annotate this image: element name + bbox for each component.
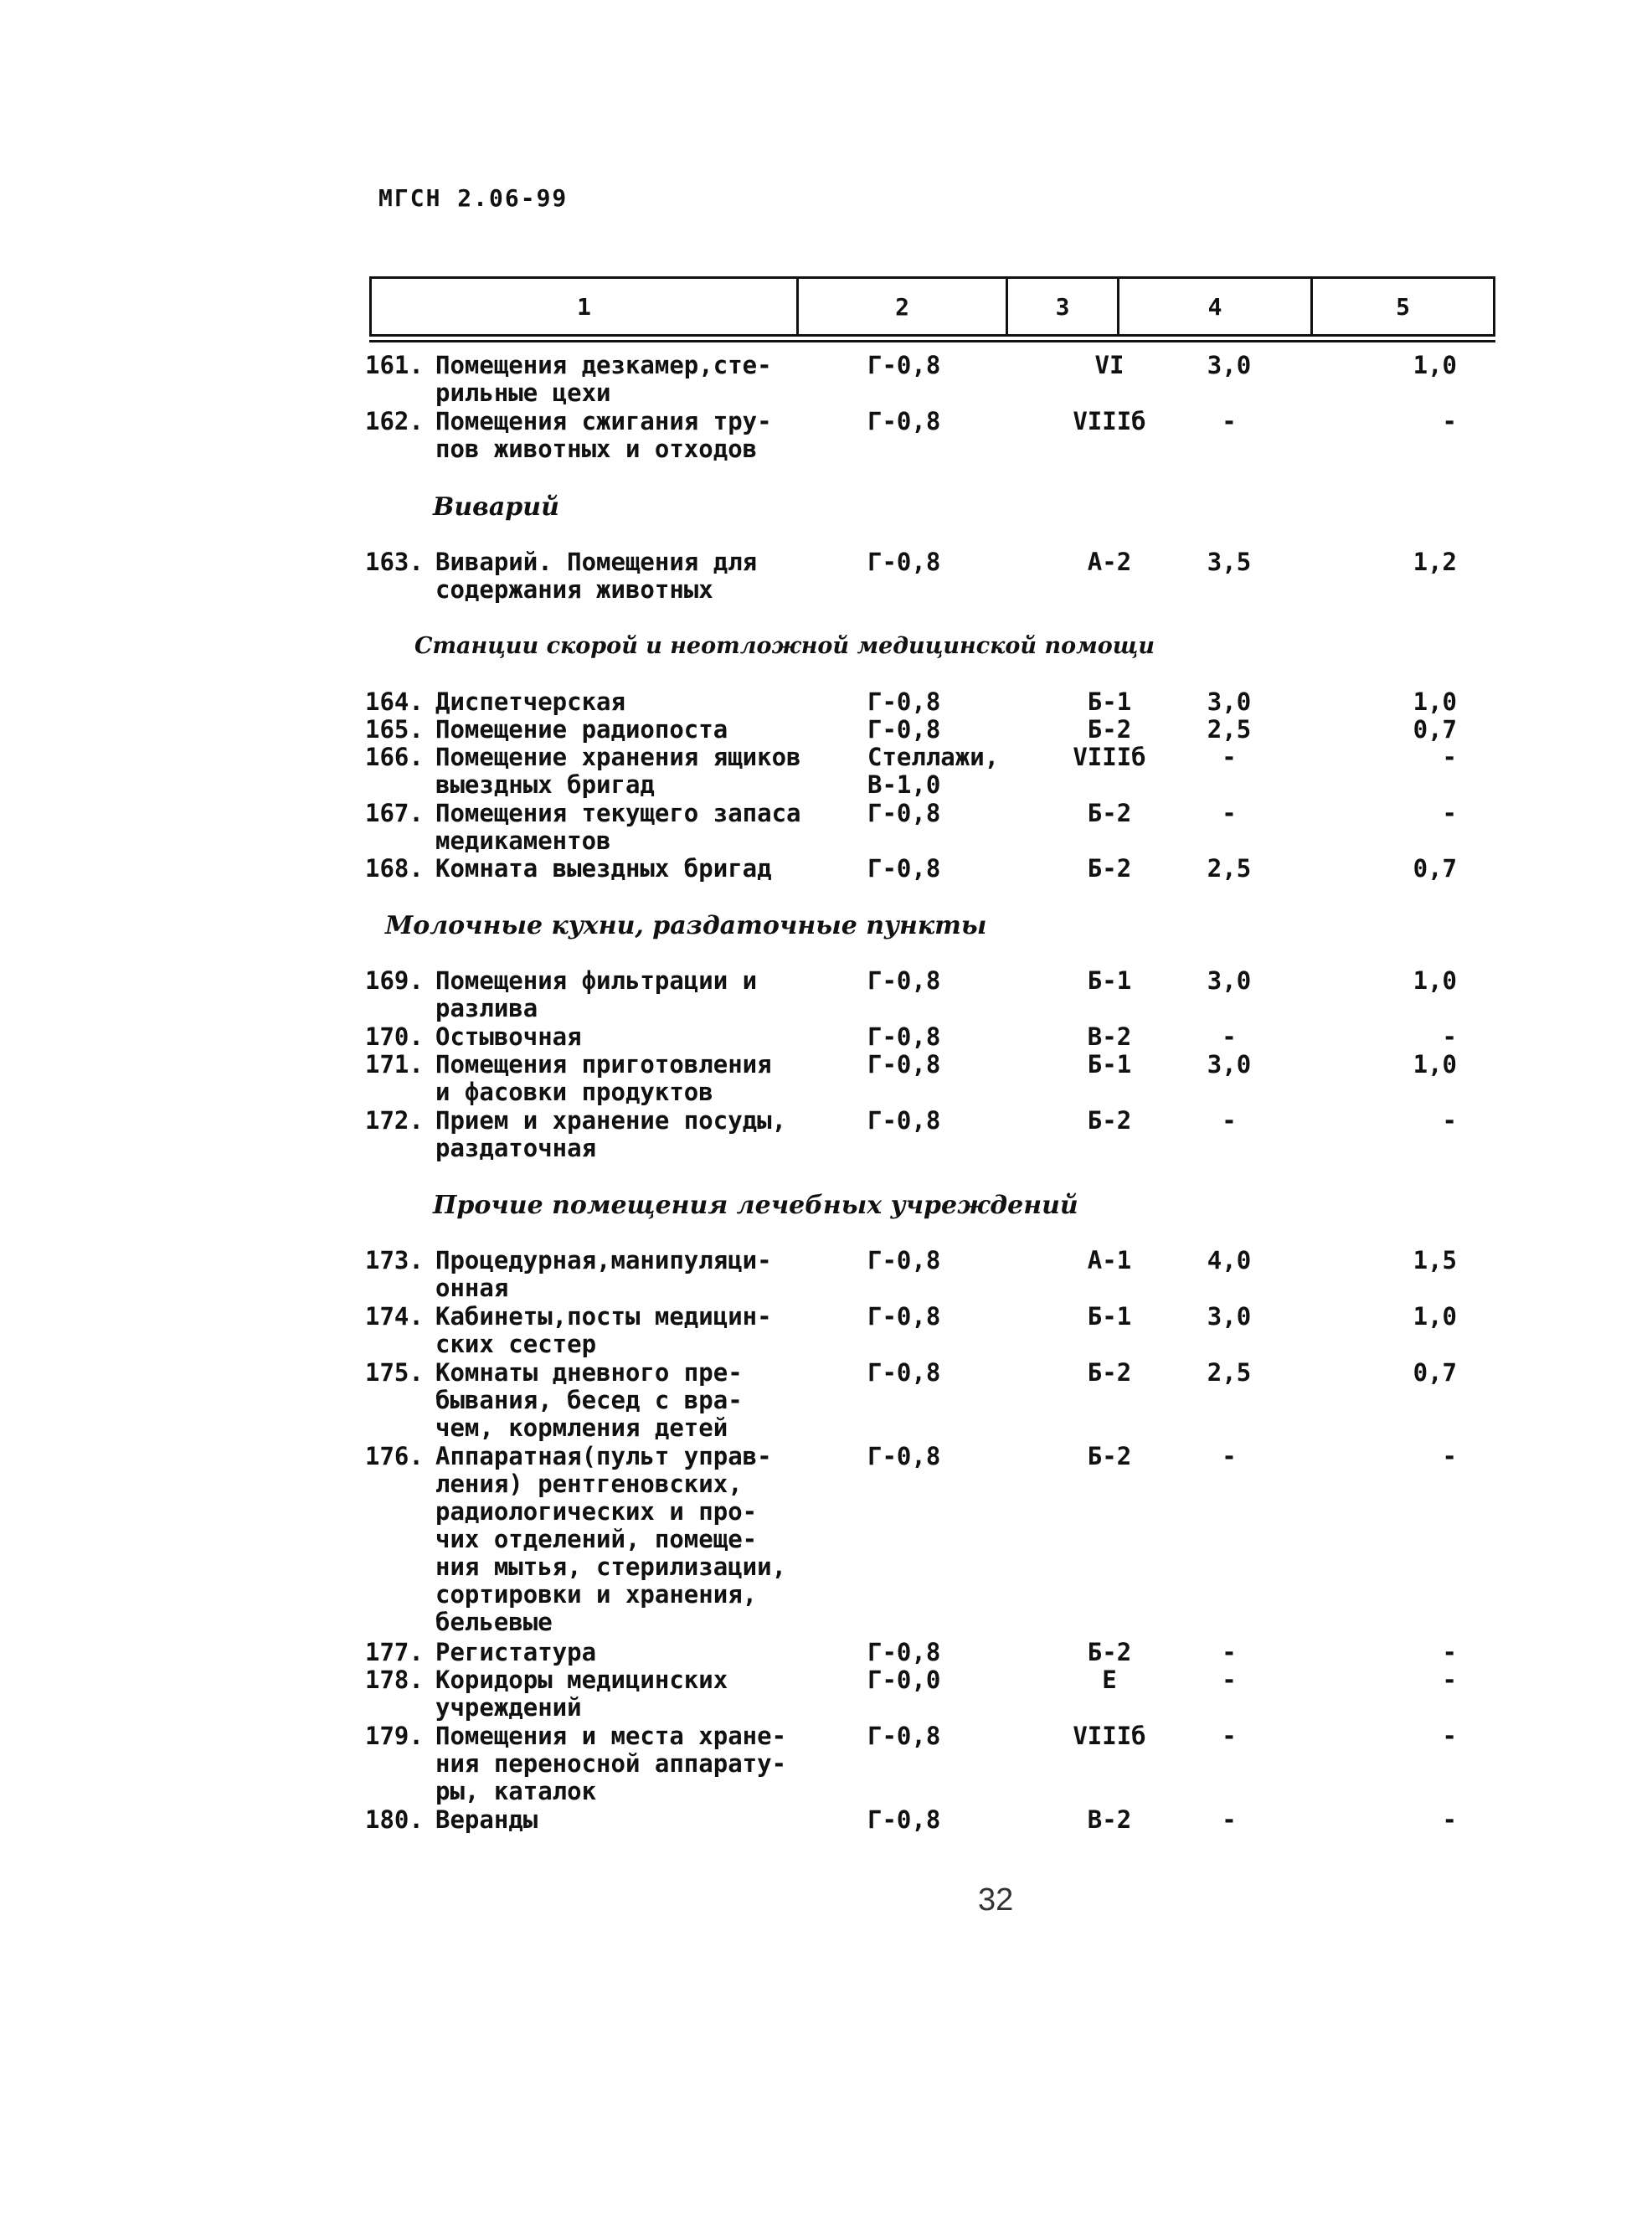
col-4-value: 3,0 bbox=[1207, 687, 1252, 716]
section-heading-other-rooms: Прочие помещения лечебных учреждений bbox=[433, 1191, 1078, 1220]
col-3-value: Б-2 bbox=[1087, 1442, 1132, 1470]
col-2-value: Стеллажи, В-1,0 bbox=[867, 743, 1000, 799]
col-3-value: Б-1 bbox=[1087, 687, 1132, 716]
col-5-value: - bbox=[1442, 1022, 1457, 1051]
col-4-value: 3,0 bbox=[1207, 351, 1252, 379]
col-2-value: Г-0,8 bbox=[867, 1638, 941, 1666]
col-5-value: - bbox=[1442, 1106, 1457, 1135]
col-4-value: - bbox=[1222, 1106, 1237, 1135]
col-4-value: - bbox=[1222, 1638, 1237, 1666]
col-2-value: Г-0,8 bbox=[867, 1106, 941, 1135]
row-number: 167. bbox=[365, 799, 424, 827]
room-name: Помещения текущего запаса медикаментов bbox=[435, 799, 801, 855]
col-5-value: - bbox=[1442, 1442, 1457, 1470]
col-3-value: А-1 bbox=[1087, 1246, 1132, 1274]
room-name: Помещения дезкамер,сте- рильные цехи bbox=[435, 351, 772, 407]
col-4-value: - bbox=[1222, 1722, 1237, 1750]
room-name: Комната выездных бригад bbox=[435, 854, 772, 883]
section-heading-ambulance: Станции скорой и неотложной медицинской помощи bbox=[414, 633, 1155, 659]
row-number: 177. bbox=[365, 1638, 424, 1666]
header-col-5: 5 bbox=[1396, 292, 1410, 321]
col-2-value: Г-0,8 bbox=[867, 1050, 941, 1079]
col-4-value: - bbox=[1222, 1666, 1237, 1694]
col-5-value: 1,0 bbox=[1413, 687, 1457, 716]
row-number: 166. bbox=[365, 743, 424, 771]
col-5-value: 1,0 bbox=[1413, 351, 1457, 379]
col-5-value: 1,0 bbox=[1413, 1050, 1457, 1079]
col-5-value: 0,7 bbox=[1413, 1358, 1457, 1387]
row-number: 168. bbox=[365, 854, 424, 883]
col-5-value: 1,0 bbox=[1413, 1302, 1457, 1331]
col-3-value: Б-2 bbox=[1087, 1106, 1132, 1135]
room-name: Регистатура bbox=[435, 1638, 597, 1666]
col-4-value: - bbox=[1222, 407, 1237, 435]
room-name: Виварий. Помещения для содержания животных bbox=[435, 548, 758, 604]
col-4-value: - bbox=[1222, 1022, 1237, 1051]
col-2-value: Г-0,8 bbox=[867, 854, 941, 883]
col-2-value: Г-0,8 bbox=[867, 1302, 941, 1331]
col-3-value: VIIIб bbox=[1073, 407, 1146, 435]
col-2-value: Г-0,8 bbox=[867, 715, 941, 744]
col-3-value: VI bbox=[1094, 351, 1124, 379]
col-3-value: VIIIб bbox=[1073, 1722, 1146, 1750]
col-5-value: 1,0 bbox=[1413, 966, 1457, 995]
col-3-value: Б-2 bbox=[1087, 715, 1132, 744]
room-name: Процедурная,манипуляци- онная bbox=[435, 1246, 772, 1302]
room-name: Аппаратная(пульт управ- ления) рентгеновских, радиологических и про- чих отделений, помеще- ния мытья, стерилизации, сортировки и хранения, бельевые bbox=[435, 1442, 787, 1636]
col-3-value: А-2 bbox=[1087, 548, 1132, 576]
row-number: 162. bbox=[365, 407, 424, 435]
col-3-value: Б-2 bbox=[1087, 799, 1132, 827]
header-col-4: 4 bbox=[1119, 279, 1313, 334]
col-4-value: - bbox=[1222, 743, 1237, 771]
row-number: 176. bbox=[365, 1442, 424, 1470]
row-number: 163. bbox=[365, 548, 424, 576]
col-5-value: 0,7 bbox=[1413, 715, 1457, 744]
page-number: 32 bbox=[978, 1882, 1014, 1918]
col-2-value: Г-0,8 bbox=[867, 1022, 941, 1051]
col-4-value: 2,5 bbox=[1207, 1358, 1252, 1387]
col-2-value: Г-0,8 bbox=[867, 1805, 941, 1834]
room-name: Кабинеты,посты медицин- ских сестер bbox=[435, 1302, 772, 1358]
col-2-value: Г-0,8 bbox=[867, 687, 941, 716]
col-3-value: Б-1 bbox=[1087, 1050, 1132, 1079]
col-5-value: - bbox=[1442, 407, 1457, 435]
col-4-value: 3,0 bbox=[1207, 966, 1252, 995]
col-3-value: В-2 bbox=[1087, 1805, 1132, 1834]
section-heading-milk-kitchens: Молочные кухни, раздаточные пункты bbox=[385, 911, 987, 940]
col-3-value: Б-2 bbox=[1087, 854, 1132, 883]
col-3-value: Б-2 bbox=[1087, 1358, 1132, 1387]
col-2-value: Г-0,8 bbox=[867, 1246, 941, 1274]
row-number: 165. bbox=[365, 715, 424, 744]
row-number: 179. bbox=[365, 1722, 424, 1750]
room-name: Диспетчерская bbox=[435, 687, 625, 716]
col-5-value: - bbox=[1442, 1666, 1457, 1694]
row-number: 169. bbox=[365, 966, 424, 995]
col-2-value: Г-0,8 bbox=[867, 966, 941, 995]
col-4-value: 3,0 bbox=[1207, 1050, 1252, 1079]
col-2-value: Г-0,0 bbox=[867, 1666, 941, 1694]
row-number: 172. bbox=[365, 1106, 424, 1135]
row-number: 173. bbox=[365, 1246, 424, 1274]
row-number: 171. bbox=[365, 1050, 424, 1079]
col-5-value: - bbox=[1442, 1805, 1457, 1834]
col-2-value: Г-0,8 bbox=[867, 1358, 941, 1387]
room-name: Помещения приготовления и фасовки продуктов bbox=[435, 1050, 772, 1106]
document-code: МГСН 2.06-99 bbox=[378, 184, 569, 212]
col-4-value: - bbox=[1222, 1442, 1237, 1470]
col-2-value: Г-0,8 bbox=[867, 1442, 941, 1470]
header-col-3: 3 bbox=[1008, 279, 1119, 334]
col-2-value: Г-0,8 bbox=[867, 548, 941, 576]
col-3-value: VIIIб bbox=[1073, 743, 1146, 771]
col-4-value: - bbox=[1222, 799, 1237, 827]
col-2-value: Г-0,8 bbox=[867, 407, 941, 435]
row-number: 161. bbox=[365, 351, 424, 379]
header-col-1: 1 bbox=[372, 279, 799, 334]
col-4-value: 2,5 bbox=[1207, 854, 1252, 883]
col-5-value: 1,2 bbox=[1413, 548, 1457, 576]
row-number: 175. bbox=[365, 1358, 424, 1387]
col-5-value: - bbox=[1442, 1722, 1457, 1750]
col-4-value: - bbox=[1222, 1805, 1237, 1834]
row-number: 178. bbox=[365, 1666, 424, 1694]
col-3-value: Б-1 bbox=[1087, 1302, 1132, 1331]
col-2-value: Г-0,8 bbox=[867, 799, 941, 827]
room-name: Помещение радиопоста bbox=[435, 715, 728, 744]
col-5-value: - bbox=[1442, 799, 1457, 827]
col-4-value: 3,5 bbox=[1207, 548, 1252, 576]
room-name: Помещения сжигания тру- пов животных и отходов bbox=[435, 407, 772, 463]
col-4-value: 2,5 bbox=[1207, 715, 1252, 744]
room-name: Помещение хранения ящиков выездных бригад bbox=[435, 743, 801, 799]
col-3-value: В-2 bbox=[1087, 1022, 1132, 1051]
col-3-value: Б-2 bbox=[1087, 1638, 1132, 1666]
table-header bbox=[369, 276, 1495, 337]
col-3-value: Е bbox=[1102, 1666, 1117, 1694]
room-name: Коридоры медицинских учреждений bbox=[435, 1666, 728, 1722]
room-name: Помещения и места хране- ния переносной аппарату- ры, каталок bbox=[435, 1722, 787, 1805]
col-5-value: 1,5 bbox=[1413, 1246, 1457, 1274]
col-5-value: - bbox=[1442, 743, 1457, 771]
header-col-2: 2 bbox=[799, 279, 1008, 334]
col-2-value: Г-0,8 bbox=[867, 1722, 941, 1750]
row-number: 170. bbox=[365, 1022, 424, 1051]
col-2-value: Г-0,8 bbox=[867, 351, 941, 379]
row-number: 174. bbox=[365, 1302, 424, 1331]
col-4-value: 3,0 bbox=[1207, 1302, 1252, 1331]
row-number: 164. bbox=[365, 687, 424, 716]
room-name: Веранды bbox=[435, 1805, 538, 1834]
room-name: Помещения фильтрации и разлива bbox=[435, 966, 758, 1022]
room-name: Комнаты дневного пре- бывания, бесед с вра- чем, кормления детей bbox=[435, 1358, 743, 1442]
col-5-value: 0,7 bbox=[1413, 854, 1457, 883]
section-heading-vivarium: Виварий bbox=[433, 492, 559, 522]
row-number: 180. bbox=[365, 1805, 424, 1834]
room-name: Остывочная bbox=[435, 1022, 582, 1051]
col-3-value: Б-1 bbox=[1087, 966, 1132, 995]
col-5-value: - bbox=[1442, 1638, 1457, 1666]
room-name: Прием и хранение посуды, раздаточная bbox=[435, 1106, 787, 1162]
col-4-value: 4,0 bbox=[1207, 1246, 1252, 1274]
